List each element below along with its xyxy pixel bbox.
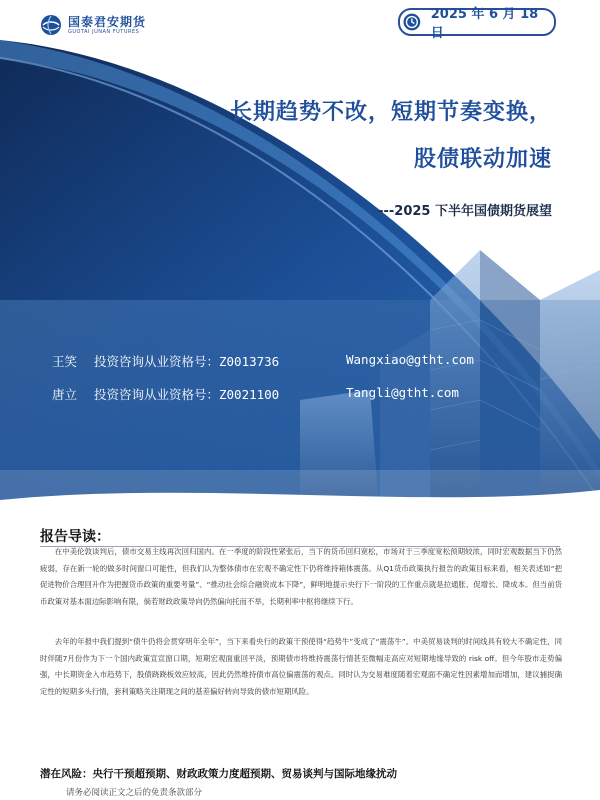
logo-name: 国泰君安期货: [68, 14, 147, 29]
clock-icon: [403, 13, 421, 31]
author-email[interactable]: Wangxiao@gtht.com: [346, 352, 474, 367]
summary-heading: [40, 526, 110, 546]
author-cert: 投资咨询从业资格号：Z0013736: [94, 354, 280, 369]
author-email[interactable]: Tangli@gtht.com: [346, 385, 459, 400]
risk-statement: 潜在风险：央行干预超预期、财政政策力度超预期、贸易谈判与国际地缘扰动: [40, 768, 397, 780]
report-title-line2: 股债联动加速: [413, 147, 552, 172]
report-subtitle: ---2025 下半年国债期货展望: [378, 204, 552, 219]
logo-name-en: GUOTAI JUNAN FUTURES: [68, 28, 140, 35]
disclaimer-note: 请务必阅读正文之后的免责条款部分: [66, 788, 203, 798]
author-name: 唐立: [52, 387, 78, 402]
globe-logo-icon: [40, 14, 62, 36]
report-title-line1: 长期趋势不改，短期节奏变换，: [229, 100, 552, 125]
report-date: 2025 年 6 月 18 日: [430, 7, 539, 41]
company-logo: [40, 14, 146, 36]
author-cert: 投资咨询从业资格号：Z0021100: [94, 387, 280, 402]
summary-title: 报告导读：: [40, 529, 110, 545]
summary-paragraph: 在中美伦敦谈判后，债市交易主线再次回归国内。在一季度的阶段性紧张后，当下的货币回归宽松，市场对于三季度宽松预期较浓，同时宏观数据当下仍然疲弱，存在新一轮的做多时间窗口可能性，但我们认为整体债市在宏观不确定性下仍将维持箱体震荡。从Q1货币政策执行报告的政策目标来看，相关表述如“把促进物价合理回升作为把握货币政策的重要考量”、“推动社会综合融资成本下降”，鲜明地提示央行下一阶段的工作重点就是拉通胀、促增长、降成本。但当前货币政策对基本面边际影响有限，倘若财政政策导向仍然偏向托而不举，长期利率中枢将继续下行。: [40, 547, 562, 606]
date-badge: [398, 7, 556, 41]
author-name: 王笑: [52, 354, 78, 369]
summary-paragraph: 去年的年报中我们提到“债牛仍将会贯穿明年全年”，当下来看央行的政策干预使得“趋势牛”变成了“震荡牛”。中美贸易谈判的时间线具有较大不确定性，同时伴随7月份作为下一个国内政策宣宣窗口期，短期宏观面重回平淡，预期债市将维持震荡行情甚至微幅走高应对短期地缘导致的 risk off。但今年股市走势偏强，中长期资金入市趋势下，股债跷跷板效应较高，因此仍然维持债市高位偏震荡的观点。同时认为交易难度随着宏观面不确定性因素增加而增加，建议捕捉确定性的短期多头行情，套利策略关注期现之间的基差偏好转向导致的债市短期风险。: [40, 637, 562, 696]
